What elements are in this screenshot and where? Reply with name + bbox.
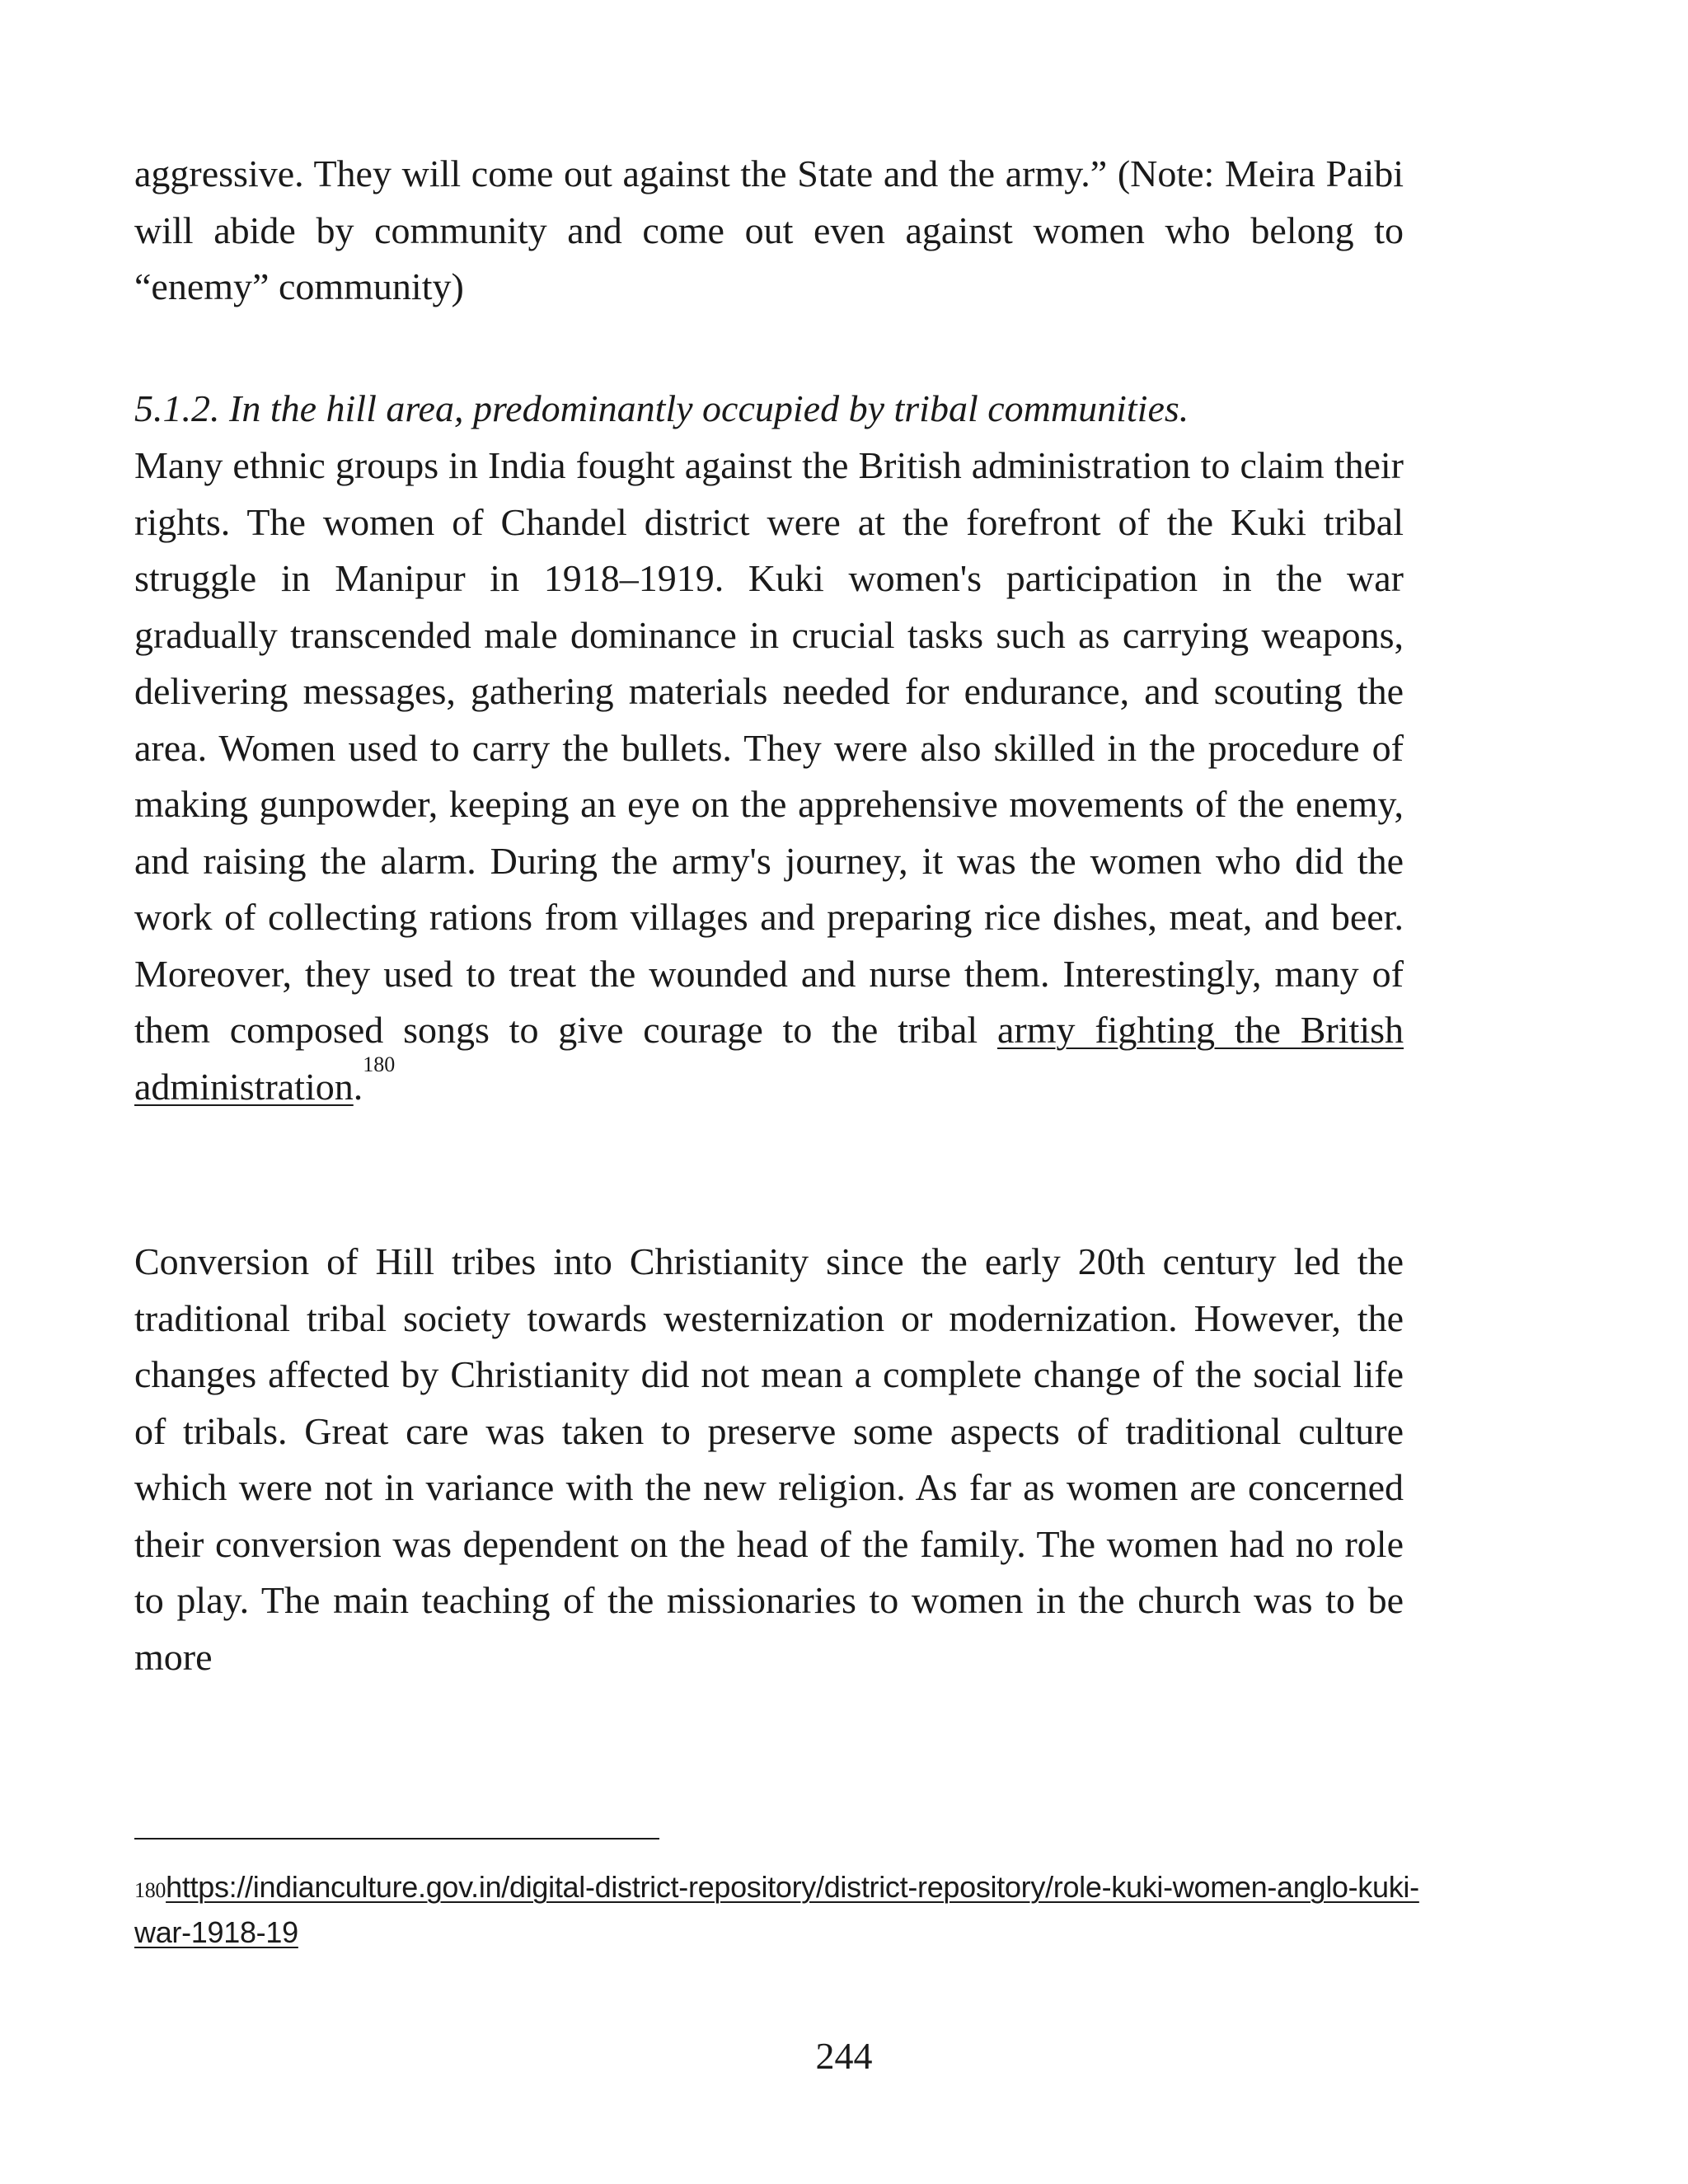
paragraph-kuki-women xyxy=(134,438,1404,1115)
paragraph-conversion: Conversion of Hill tribes into Christianity since the early 20th century led the traditional tribal society towards westernization or modernization. However, the changes affected by Christianity did not mean a complete change of the social life of tribals. Great care was taken to preserve some aspects of traditional culture which were not in variance with the new religion. As far as women are concerned their conversion was dependent on the head of the family. The women had no role to play. The main teaching of the missionaries to women in the church was to be more xyxy=(134,1240,1404,1678)
paragraph-kuki-text: Many ethnic groups in India fought against the British administration to claim their rights. The women of Chandel district were at the forefront of the Kuki tribal struggle in Manipur in 1918–1919. Kuki women's participation in the war gradually transcended male dominance in crucial tasks such as carrying weapons, delivering messages, gathering materials needed for endurance, and scouting the area. Women used to carry the bullets. They were also skilled in the procedure of making gunpowder, keeping an eye on the apprehensive movements of the enemy, and raising the alarm. During the army's journey, it was the women who did the work of collecting rations from villages and preparing rice dishes, meat, and beer. Moreover, they used to treat the wounded and nurse them. Interestingly, many of them composed songs to give courage to the tribal xyxy=(134,444,1404,1051)
footnote-divider xyxy=(134,1838,659,1840)
footnote-number: 180 xyxy=(134,1878,166,1902)
sentence-period: . xyxy=(353,1065,363,1108)
footnote-reference[interactable]: 180 xyxy=(363,1052,396,1076)
footnote xyxy=(134,1864,1420,1955)
underlined-phrase: army fighting the British administration xyxy=(134,1009,1404,1108)
page-number: 244 xyxy=(815,2035,873,2077)
paragraph-meira-paibi: aggressive. They will come out against the State and the army.” (Note: Meira Paibi will abide by community and come out even against women who belong to “enemy” community) xyxy=(134,152,1404,307)
section-heading: 5.1.2. In the hill area, predominantly occupied by tribal communities. xyxy=(134,387,1189,429)
footnote-link[interactable]: https://indianculture.gov.in/digital-district-repository/district-repository/role-kuki-women-anglo-kuki-war-1918-19 xyxy=(134,1870,1419,1949)
